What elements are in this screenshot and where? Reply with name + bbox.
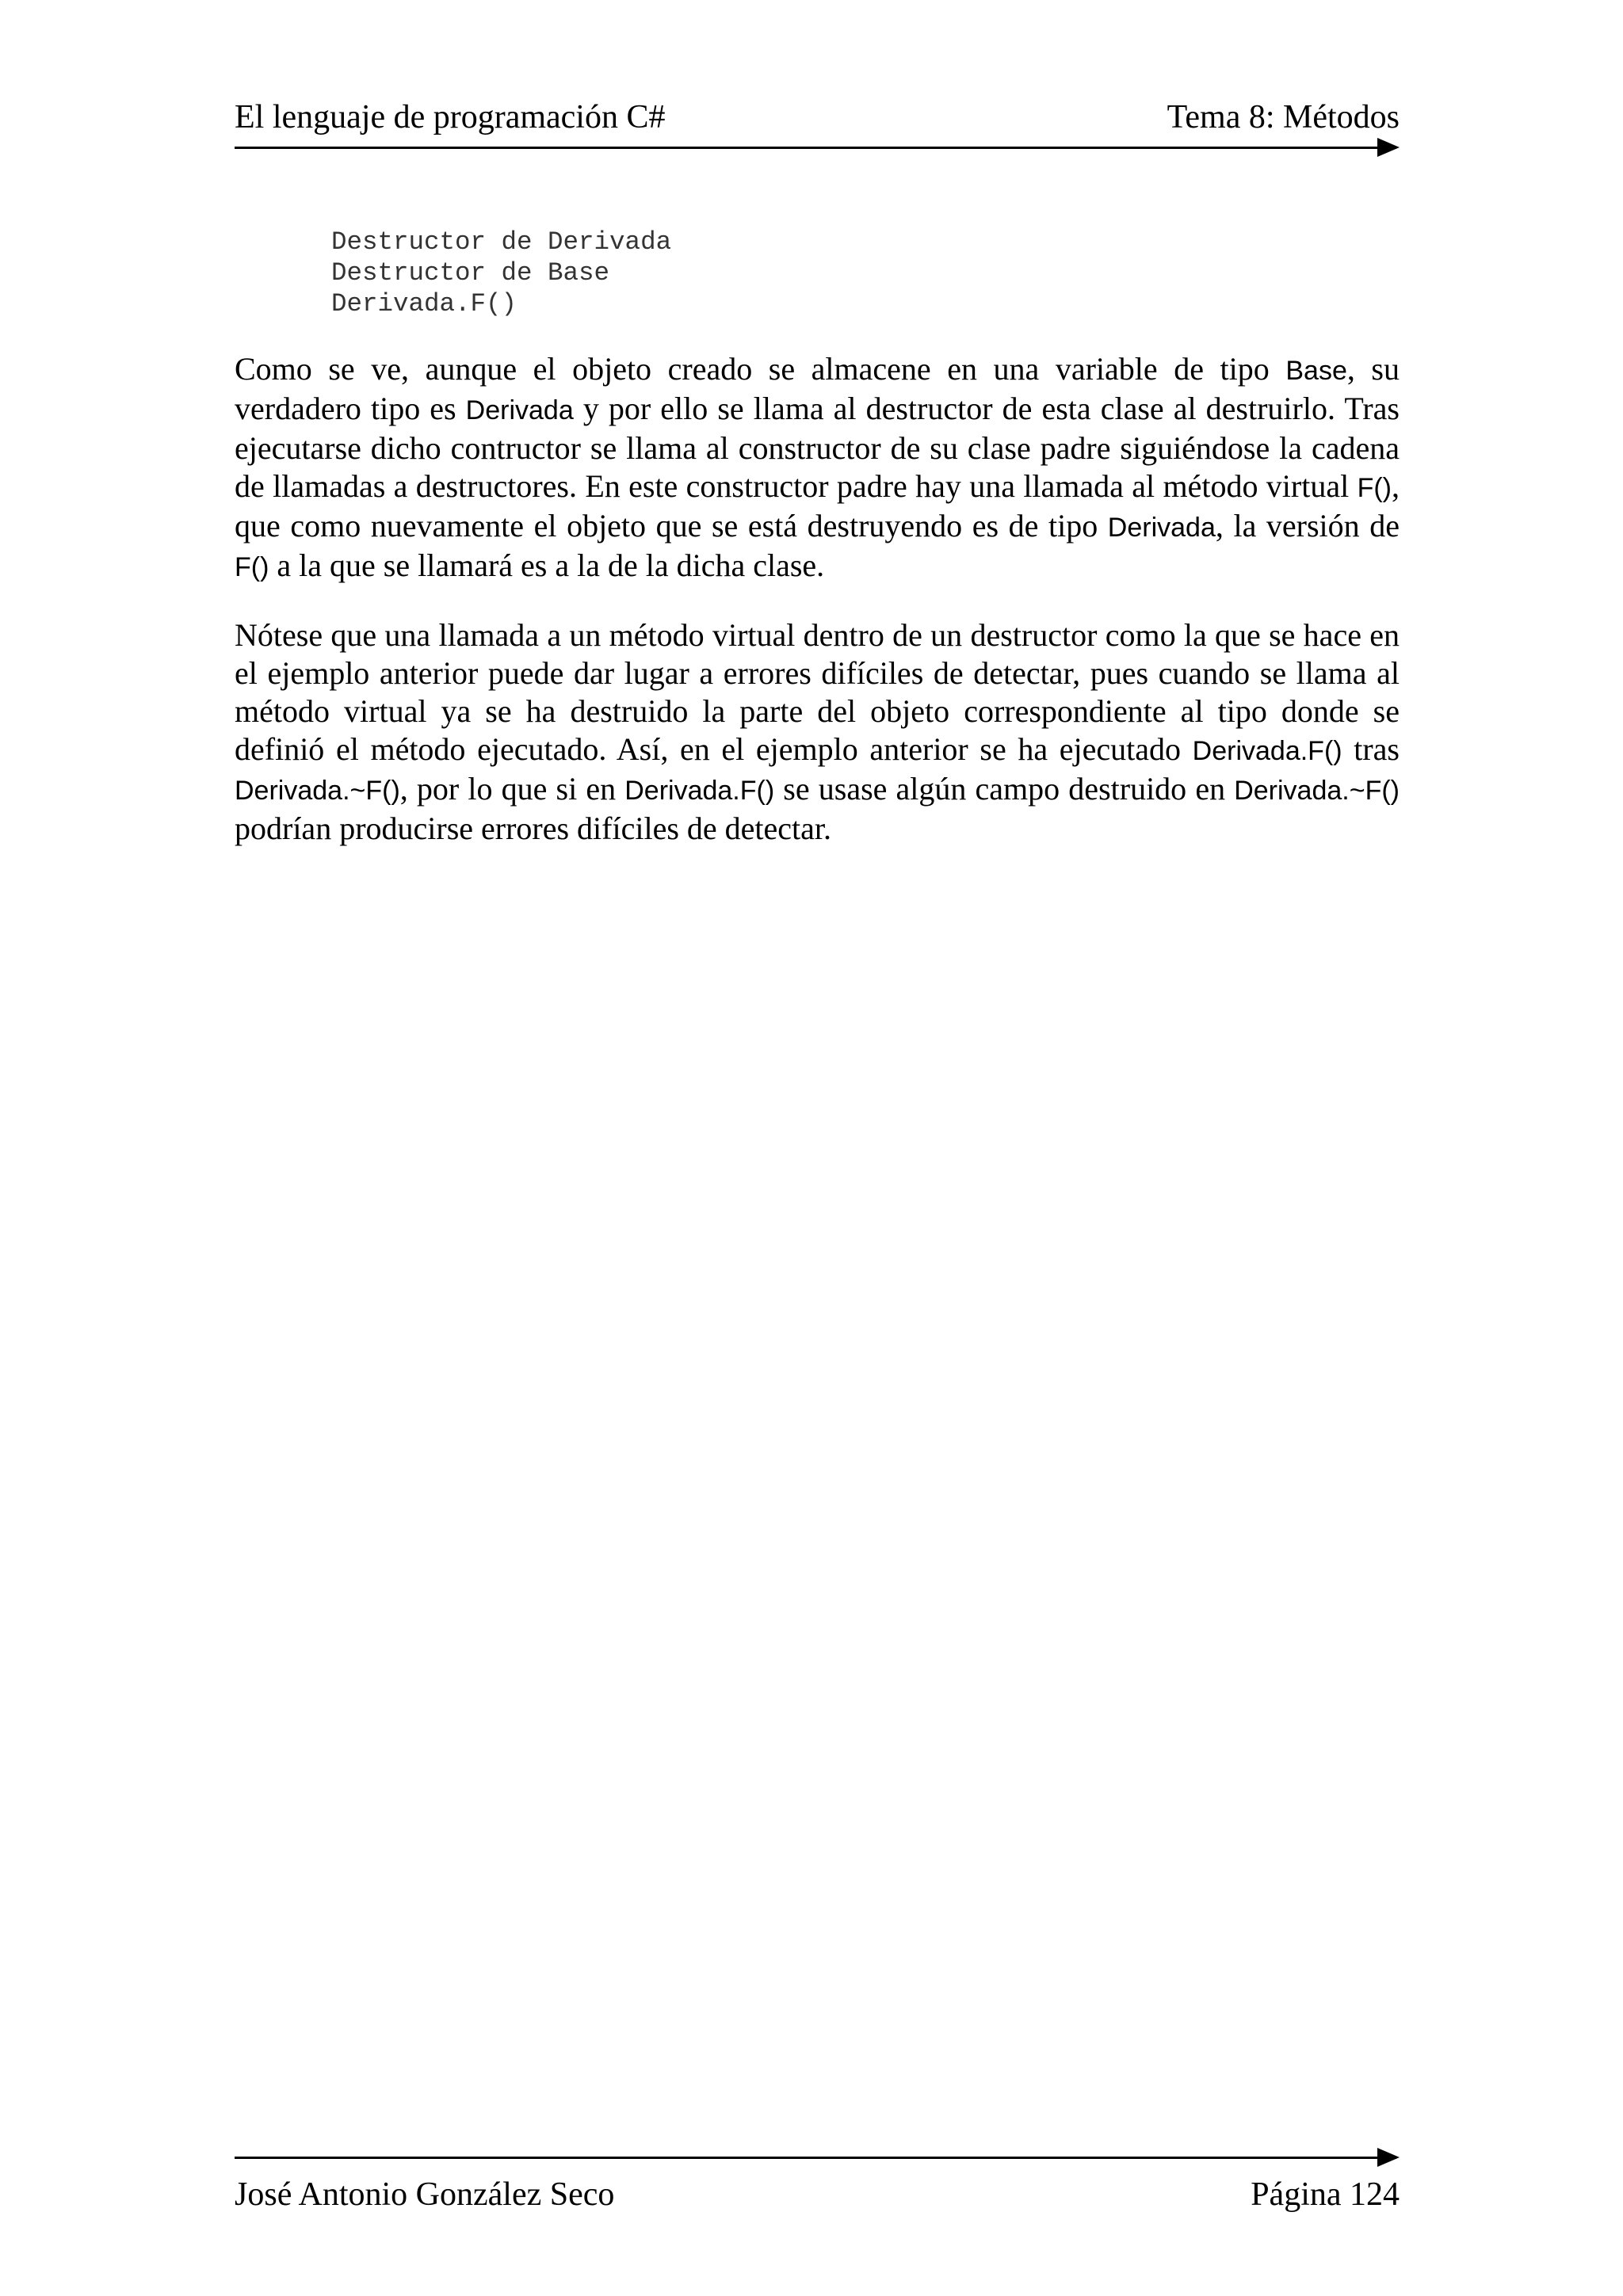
inline-code: Derivada.F()	[624, 776, 775, 806]
footer-rule	[235, 2157, 1396, 2159]
header-arrow-icon	[1377, 138, 1400, 157]
code-line: Destructor de Derivada	[331, 227, 672, 257]
paragraph-2: Nótese que una llamada a un método virtual dentro de un destructor como la que se hace en el ejemplo anterior puede dar lugar a errores difíciles de detectar, pues cuando se llama al método virtual ya se ha destruido la parte del objeto correspondiente al tipo donde se definió el método ejecutado. Así, en el ejemplo anterior se ha ejecutado Derivada.F() tras Derivada.~F(), por lo que si en Derivada.F() se usase algún campo destruido en Derivada.~F() podrían producirse errores difíciles de detectar.	[235, 617, 1400, 846]
inline-code: Derivada	[1107, 513, 1216, 543]
page-number: Página 124	[1251, 2176, 1400, 2213]
inline-code: Derivada.F()	[1192, 736, 1342, 766]
inline-code: F()	[1357, 473, 1392, 503]
inline-code: Derivada	[465, 395, 574, 425]
chapter-title: Tema 8: Métodos	[1167, 99, 1400, 135]
inline-code: F()	[235, 552, 269, 582]
author-name: José Antonio González Seco	[235, 2176, 615, 2213]
page-header	[235, 92, 1400, 139]
book-title: El lenguaje de programación C#	[235, 99, 666, 135]
code-output-block	[331, 227, 671, 319]
header-rule	[235, 147, 1396, 149]
inline-code: Derivada.~F()	[235, 776, 400, 806]
inline-code: Base	[1285, 356, 1347, 386]
paragraph-1: Como se ve, aunque el objeto creado se almacene en una variable de tipo Base, su verdadero tipo es Derivada y por ello se llama al destructor de esta clase al destruirlo. Tras ejecutarse dicho contructor se llama al constructor de su clase padre siguiéndose la cadena de llamadas a destructores. En este constructor padre hay una llamada al método virtual F(), que como nuevamente el objeto que se está destruyendo es de tipo Derivada, la versión de F() a la que se llamará es a la de la dicha clase.	[235, 351, 1400, 583]
footer-arrow-icon	[1377, 2148, 1400, 2167]
page-footer	[235, 2176, 1400, 2223]
code-line: Destructor de Base	[331, 258, 610, 288]
inline-code: Derivada.~F()	[1234, 776, 1400, 806]
code-line: Derivada.F()	[331, 289, 517, 318]
